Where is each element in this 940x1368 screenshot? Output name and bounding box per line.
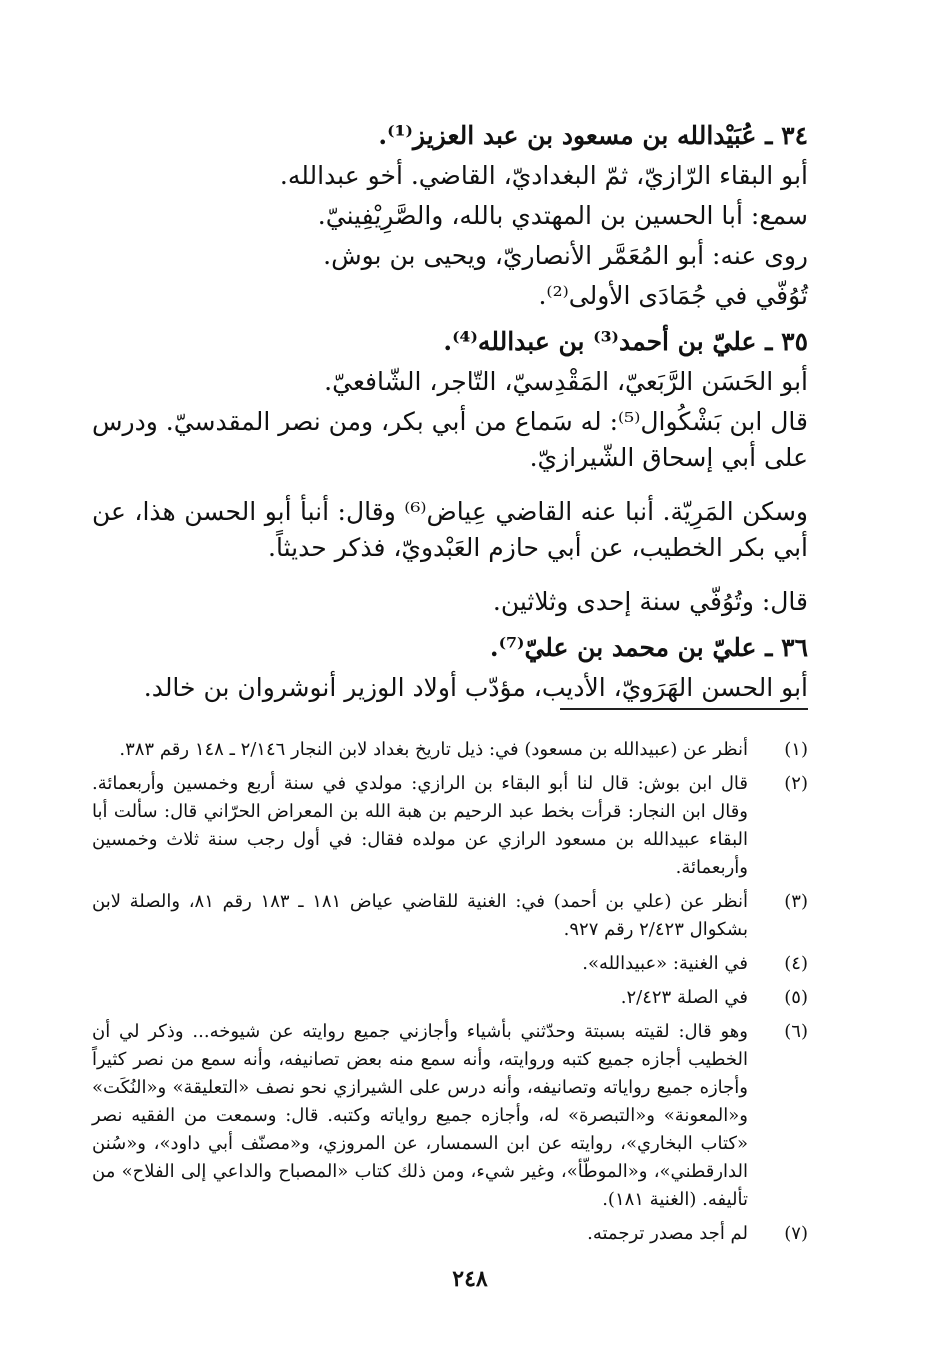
entry-paragraph: قال ابن بَشْكُوال⁽⁵⁾: له سَماع من أبي بكر، ومن نصر المقدسيّ. ودرس على أبي إسحاق الشّيرازيّ. xyxy=(92,407,808,472)
entry-heading: ٣٥ ـ عليّ بن أحمد⁽³⁾ بن عبدالله⁽⁴⁾. xyxy=(443,327,808,356)
footnote xyxy=(92,736,808,764)
footnotes xyxy=(92,736,808,1254)
footnote xyxy=(92,888,808,944)
entry-line: روى عنه: أبو المُعَمَّر الأنصاريّ، ويحيى بن بوش. xyxy=(323,241,808,270)
footnote xyxy=(92,770,808,882)
footnote-text: لم أجد مصدر ترجمته. xyxy=(587,1223,748,1244)
footnote-divider xyxy=(560,708,808,710)
footnote-number: (١) xyxy=(784,739,808,760)
footnote-text: في الصلة ٢/٤٢٣. xyxy=(620,987,748,1008)
footnote-number: (٢) xyxy=(784,773,808,794)
footnote-text: في الغنية: «عبيدالله». xyxy=(582,953,748,974)
entry-heading: ٣٦ ـ عليّ بن محمد بن عليّ⁽⁷⁾. xyxy=(489,633,808,662)
footnote-number: (٧) xyxy=(784,1223,808,1244)
footnote xyxy=(92,1018,808,1214)
entry-line: قال: وتُوُفّي سنة إحدى وثلاثين. xyxy=(492,587,808,616)
entry-line: سمع: أبا الحسين بن المهتدي بالله، والصَّرِيْفِينيّ. xyxy=(317,201,808,230)
footnote-number: (٣) xyxy=(784,891,808,912)
footnote-text: أنظر عن (عبيدالله بن مسعود) في: ذيل تاريخ بغداد لابن النجار ٢/١٤٦ ـ ١٤٨ رقم ٣٨٣. xyxy=(119,739,748,760)
entry-heading: ٣٤ ـ عُبَيْدالله بن مسعود بن عبد العزيز⁽¹⁾. xyxy=(378,121,808,150)
page-number: ٢٤٨ xyxy=(452,1266,488,1292)
footnote-number: (٦) xyxy=(784,1021,808,1042)
entry-line: أبو الحسن الهَرَويّ، الأديب، مؤدّب أولاد الوزير أنوشروان بن خالد. xyxy=(143,673,808,702)
footnote-text: وهو قال: لقيته بسبتة وحدّثني بأشياء وأجازني جميع روايته عن شيوخه... وذكر لي أن الخطيب أجازه جميع كتبه وروايته، وأنه سمع منه بعض تصانيفه، وأنه سمع من نصر كثيراً وأجازه جميع رواياته وتصانيفه، وأنه درس على الشيرازي نحو نصف «التعليقة» و«النُكَت» و«المعونة» و«التبصرة» له، وأجازه جميع رواياته وكتبه. قال: وسمعت من الفقيه نصر «كتاب البخاري»، روايته عن ابن السمسار، عن المروزي، و«مصنّف أبي داود»، و«سُنن الدارقطني»، و«الموطّأ»، وغير شيء، ومن ذلك كتاب «المصباح والداعي إلى الفلاح» من تأليفه. (الغنية ١٨١). xyxy=(92,1021,748,1210)
footnote xyxy=(92,950,808,978)
main-text xyxy=(92,118,808,710)
footnote-number: (٤) xyxy=(784,953,808,974)
footnote-text: قال ابن بوش: قال لنا أبو البقاء بن الرازي: مولدي في سنة أربع وخمسين وأربعمائة. وقال ابن النجار: قرأت بخط عبد الرحيم بن هبة الله بن المعراض الحرّاني قال: سألت أبا البقاء عبيدالله بن مسعود الرازي عن مولده فقال: في أول رجب سنة ثلاث وخمسين وأربعمائة. xyxy=(92,773,748,878)
footnote xyxy=(92,1220,808,1248)
footnote xyxy=(92,984,808,1012)
entry-line: أبو الحَسَن الرَّبَعيّ، المَقْدِسيّ، التّاجر، الشّافعيّ. xyxy=(324,367,808,396)
entry-line: تُوُفّي في جُمَادَى الأولى⁽²⁾. xyxy=(538,281,808,310)
footnote-text: أنظر عن (علي بن أحمد) في: الغنية للقاضي عياض ١٨١ ـ ١٨٣ رقم ٨١، والصلة لابن بشكوال ٢/٤٢٣ رقم ٩٢٧. xyxy=(92,891,748,940)
footnote-number: (٥) xyxy=(784,987,808,1008)
entry-line: أبو البقاء الرّازيّ، ثمّ البغداديّ، القاضي. أخو عبدالله. xyxy=(279,161,808,190)
entry-paragraph: وسكن المَرِيّة. أنبا عنه القاضي عِياض⁽⁶⁾ وقال: أنبأ أبو الحسن هذا، عن أبي بكر الخطيب، عن أبي حازم العَبْدويّ، فذكر حديثاً. xyxy=(92,497,808,562)
